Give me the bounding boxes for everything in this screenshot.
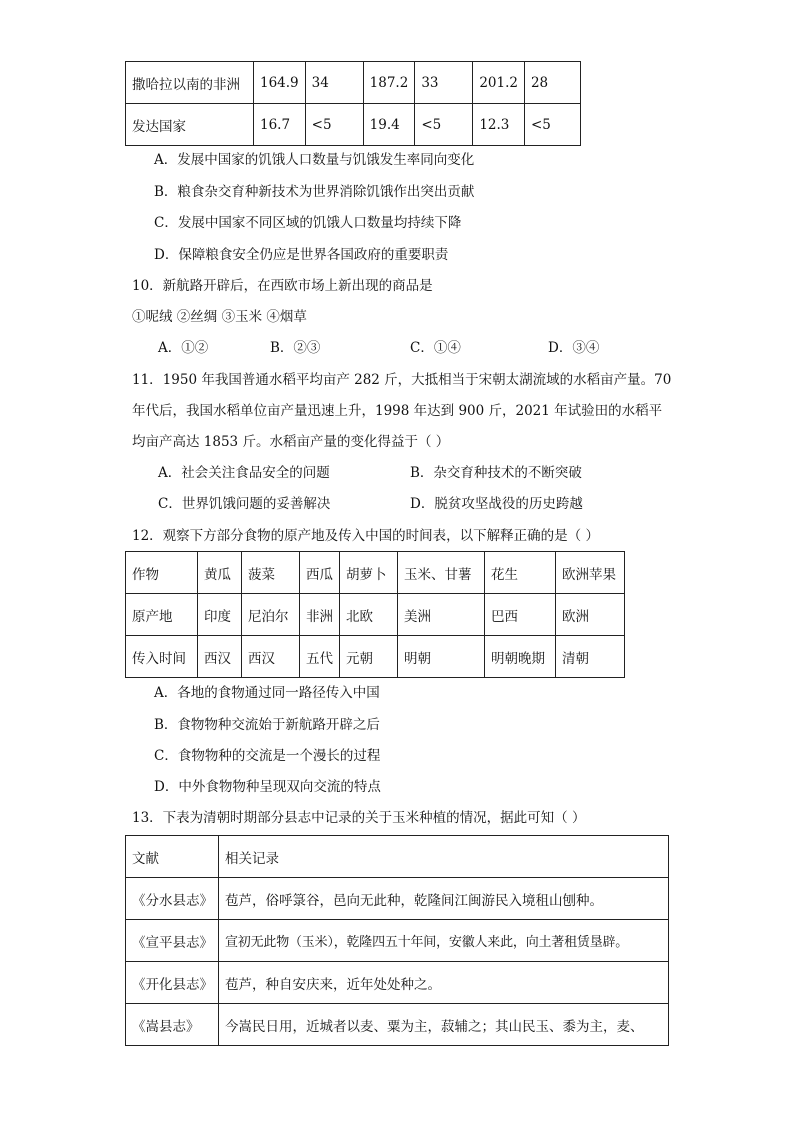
table-cell: 非洲 bbox=[300, 594, 340, 636]
table-row bbox=[126, 836, 669, 878]
table-cell: 12.3 bbox=[473, 104, 525, 146]
table-cell: 明朝 bbox=[398, 636, 485, 678]
table-cell: 发达国家 bbox=[126, 104, 254, 146]
table-cell: 美洲 bbox=[398, 594, 485, 636]
table-cell: <5 bbox=[305, 104, 363, 146]
table-cell: 花生 bbox=[485, 552, 556, 594]
table-cell: 玉米、甘薯 bbox=[398, 552, 485, 594]
q10-option-c: C．①④ bbox=[410, 340, 461, 356]
table-cell: 北欧 bbox=[340, 594, 398, 636]
table-cell: 文献 bbox=[126, 836, 219, 878]
table-cell: 《分水县志》 bbox=[126, 878, 219, 920]
table-row bbox=[126, 594, 625, 636]
hunger-data-table bbox=[125, 61, 581, 146]
table-cell: <5 bbox=[415, 104, 473, 146]
q11-stem-line-2: 年代后，我国水稻单位亩产量迅速上升，1998 年达到 900 斤，2021 年试验田的水稻平 bbox=[132, 403, 663, 419]
table-cell: 传入时间 bbox=[126, 636, 198, 678]
table-cell: 《宣平县志》 bbox=[126, 920, 219, 962]
table-cell: 西汉 bbox=[198, 636, 242, 678]
q9-option-d: D．保障粮食安全仍应是世界各国政府的重要职责 bbox=[154, 247, 449, 263]
q12-option-d: D．中外食物物种呈现双向交流的特点 bbox=[154, 779, 381, 795]
table-cell: 撒哈拉以南的非洲 bbox=[126, 62, 254, 104]
q9-option-a: A．发展中国家的饥饿人口数量与饥饿发生率同向变化 bbox=[154, 152, 475, 168]
table-cell: 原产地 bbox=[126, 594, 198, 636]
table-cell: 《嵩县志》 bbox=[126, 1004, 219, 1046]
q9-option-b: B．粮食杂交育种新技术为世界消除饥饿作出突出贡献 bbox=[154, 184, 475, 200]
table-cell: 清朝 bbox=[556, 636, 625, 678]
table-cell: 164.9 bbox=[254, 62, 306, 104]
table-cell: 西汉 bbox=[242, 636, 300, 678]
table-row bbox=[126, 878, 669, 920]
table-cell: 相关记录 bbox=[219, 836, 669, 878]
q10-option-a: A．①② bbox=[158, 340, 209, 356]
table-cell: 欧洲 bbox=[556, 594, 625, 636]
table-row bbox=[126, 62, 581, 104]
q12-option-a: A．各地的食物通过同一路径传入中国 bbox=[154, 685, 380, 701]
table-cell: 《开化县志》 bbox=[126, 962, 219, 1004]
table-cell: 28 bbox=[524, 62, 580, 104]
table-row bbox=[126, 962, 669, 1004]
q11-option-c: C．世界饥饿问题的妥善解决 bbox=[158, 496, 331, 512]
q10-option-d: D．③④ bbox=[548, 340, 600, 356]
table-cell: 34 bbox=[305, 62, 363, 104]
table-cell: 明朝晚期 bbox=[485, 636, 556, 678]
q13-stem: 13．下表为清朝时期部分县志中记录的关于玉米种植的情况，据此可知（ ） bbox=[132, 810, 586, 826]
q9-option-c: C．发展中国家不同区域的饥饿人口数量均持续下降 bbox=[154, 215, 462, 231]
table-cell: 印度 bbox=[198, 594, 242, 636]
table-cell: 巴西 bbox=[485, 594, 556, 636]
table-row bbox=[126, 920, 669, 962]
food-origin-table bbox=[125, 551, 625, 678]
q10-stem: 10．新航路开辟后，在西欧市场上新出现的商品是 bbox=[132, 278, 433, 294]
q12-stem: 12．观察下方部分食物的原产地及传入中国的时间表，以下解释正确的是（ ） bbox=[132, 528, 599, 544]
table-cell: 欧洲苹果 bbox=[556, 552, 625, 594]
table-cell: 苞芦，种自安庆来，近年处处种之。 bbox=[219, 962, 669, 1004]
q12-option-b: B．食物物种交流始于新航路开辟之后 bbox=[154, 717, 380, 733]
q11-option-d: D．脱贫攻坚战役的历史跨越 bbox=[410, 496, 583, 512]
table-cell: 菠菜 bbox=[242, 552, 300, 594]
table-cell: 宣初无此物（玉米），乾隆四五十年间，安徽人来此，向土著租赁垦辟。 bbox=[219, 920, 669, 962]
table-cell: 201.2 bbox=[473, 62, 525, 104]
q11-option-a: A．社会关注食品安全的问题 bbox=[158, 465, 330, 481]
q11-stem-line-1: 11．1950 年我国普通水稻平均亩产 282 斤，大抵相当于宋朝太湖流域的水稻亩产量。70 bbox=[132, 372, 672, 388]
table-cell: <5 bbox=[524, 104, 580, 146]
table-cell: 作物 bbox=[126, 552, 198, 594]
table-cell: 33 bbox=[415, 62, 473, 104]
table-row bbox=[126, 552, 625, 594]
table-cell: 16.7 bbox=[254, 104, 306, 146]
table-row bbox=[126, 1004, 669, 1046]
q11-stem-line-3: 均亩产高达 1853 斤。水稻亩产量的变化得益于（ ） bbox=[132, 434, 450, 450]
table-row bbox=[126, 104, 581, 146]
table-cell: 西瓜 bbox=[300, 552, 340, 594]
table-cell: 19.4 bbox=[363, 104, 415, 146]
q10-option-b: B．②③ bbox=[270, 340, 321, 356]
q11-option-b: B．杂交育种技术的不断突破 bbox=[410, 465, 582, 481]
county-records-table bbox=[125, 835, 669, 1046]
table-cell: 黄瓜 bbox=[198, 552, 242, 594]
table-cell: 五代 bbox=[300, 636, 340, 678]
table-cell: 苞芦，俗呼箓谷，邑向无此种，乾隆间江闽游民入境租山刨种。 bbox=[219, 878, 669, 920]
table-cell: 尼泊尔 bbox=[242, 594, 300, 636]
table-row bbox=[126, 636, 625, 678]
table-cell: 胡萝卜 bbox=[340, 552, 398, 594]
q10-items: ①呢绒 ②丝绸 ③玉米 ④烟草 bbox=[132, 309, 307, 325]
table-cell: 今嵩民日用，近城者以麦、粟为主，菽辅之；其山民玉、黍为主，麦、 bbox=[219, 1004, 669, 1046]
q12-option-c: C．食物物种的交流是一个漫长的过程 bbox=[154, 748, 381, 764]
table-cell: 187.2 bbox=[363, 62, 415, 104]
table-cell: 元朝 bbox=[340, 636, 398, 678]
